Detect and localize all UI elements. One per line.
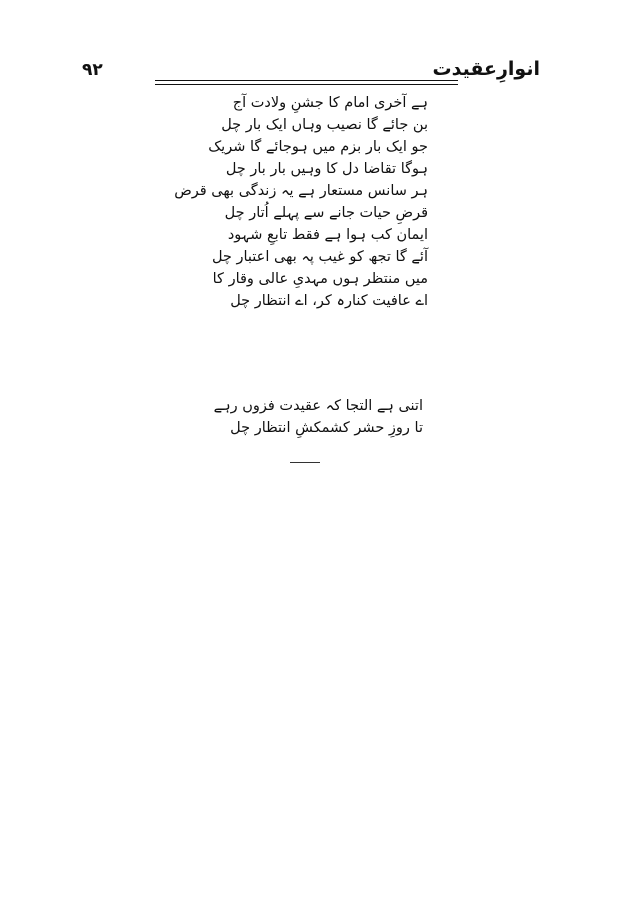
verse-line: اے عافیت کنارہ کر، اے انتظار چل <box>230 293 428 309</box>
end-dash <box>290 462 320 463</box>
closing-couplet <box>123 395 423 439</box>
verse-line: ہے آخری امام کا جشنِ ولادت آج <box>232 95 428 111</box>
verse-line: میں منتظر ہوں مہدیِ عالی وقار کا <box>212 271 428 287</box>
verse-line: ایمان کب ہوا ہے فقط تابعِ شہود <box>227 227 428 243</box>
verse-line: قرضِ حیات جانے سے پہلے اُتار چل <box>224 205 428 221</box>
closing-verse-line: تا روزِ حشر کشمکشِ انتظار چل <box>230 420 423 436</box>
closing-verse-line: اتنی ہے التجا کہ عقیدت فزوں رہے <box>213 398 423 414</box>
page-number: ۹۲ <box>82 60 103 80</box>
verse-line: بن جائے گا نصیب وہاں ایک بار چل <box>221 117 428 133</box>
verse-line: ہوگا تقاضا دل کا وہیں بار بار چل <box>225 161 428 177</box>
verse-line: جو ایک بار بزم میں ہوجائے گا شریک <box>208 139 428 155</box>
poem-body <box>128 92 428 312</box>
verse-line: ہر سانس مستعار ہے یہ زندگی بھی قرض <box>174 183 428 199</box>
running-header-title: انوارِعقیدت <box>432 58 540 80</box>
verse-line: آئے گا تجھ کو غیب پہ بھی اعتبار چل <box>211 249 428 265</box>
header-rule <box>155 80 458 85</box>
